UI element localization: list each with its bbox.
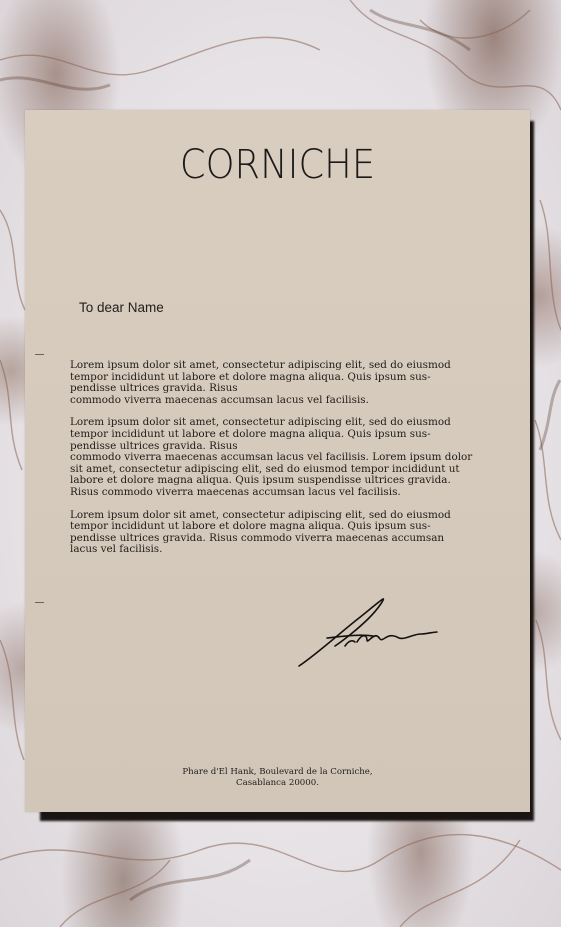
signature bbox=[297, 596, 439, 670]
footer-address bbox=[25, 767, 530, 789]
body-paragraph: Lorem ipsum dolor sit amet, consectetur adipiscing elit, sed do eiusmod tempor incididunt ut labore et dolore magna aliqua. Quis ipsum sus- pendisse ultrices gravida. Risus commodo viverra maecenas accumsan lacus vel facilisis. bbox=[70, 508, 451, 556]
body-paragraph: Lorem ipsum dolor sit amet, consectetur adipiscing elit, sed do eiusmod tempor incididunt ut labore et dolore magna aliqua. Quis ipsum sus- pendisse ultrices gravida. Risus commodo viverra maecenas accumsan lacus vel facilisis. bbox=[70, 359, 451, 406]
fold-mark-bottom bbox=[35, 602, 44, 603]
fold-mark-top bbox=[35, 354, 44, 355]
letter-sheet bbox=[25, 110, 530, 812]
brand-logo: CORNICHE bbox=[179, 142, 376, 188]
body-paragraph: Lorem ipsum dolor sit amet, consectetur adipiscing elit, sed do eiusmod tempor incididunt ut labore et dolore magna aliqua. Quis ipsum sus- pendisse ultrices gravida. Risus commodo viverra maecenas accumsan lacus vel facilisis. Lorem ipsum dolor sit amet, consectetur adipiscing elit, sed do eiusmod tempor incididunt ut labore et dolore magna aliqua. Quis ipsum suspendisse ultrices gravida. Risus commodo viverra maecenas accumsan lacus vel facilisis. bbox=[70, 416, 473, 498]
address-line: Casablanca 20000. bbox=[236, 778, 319, 788]
salutation: To dear Name bbox=[79, 300, 164, 315]
letter-body bbox=[70, 360, 490, 567]
address-line: Phare d'El Hank, Boulevard de la Corniche, bbox=[182, 767, 373, 777]
